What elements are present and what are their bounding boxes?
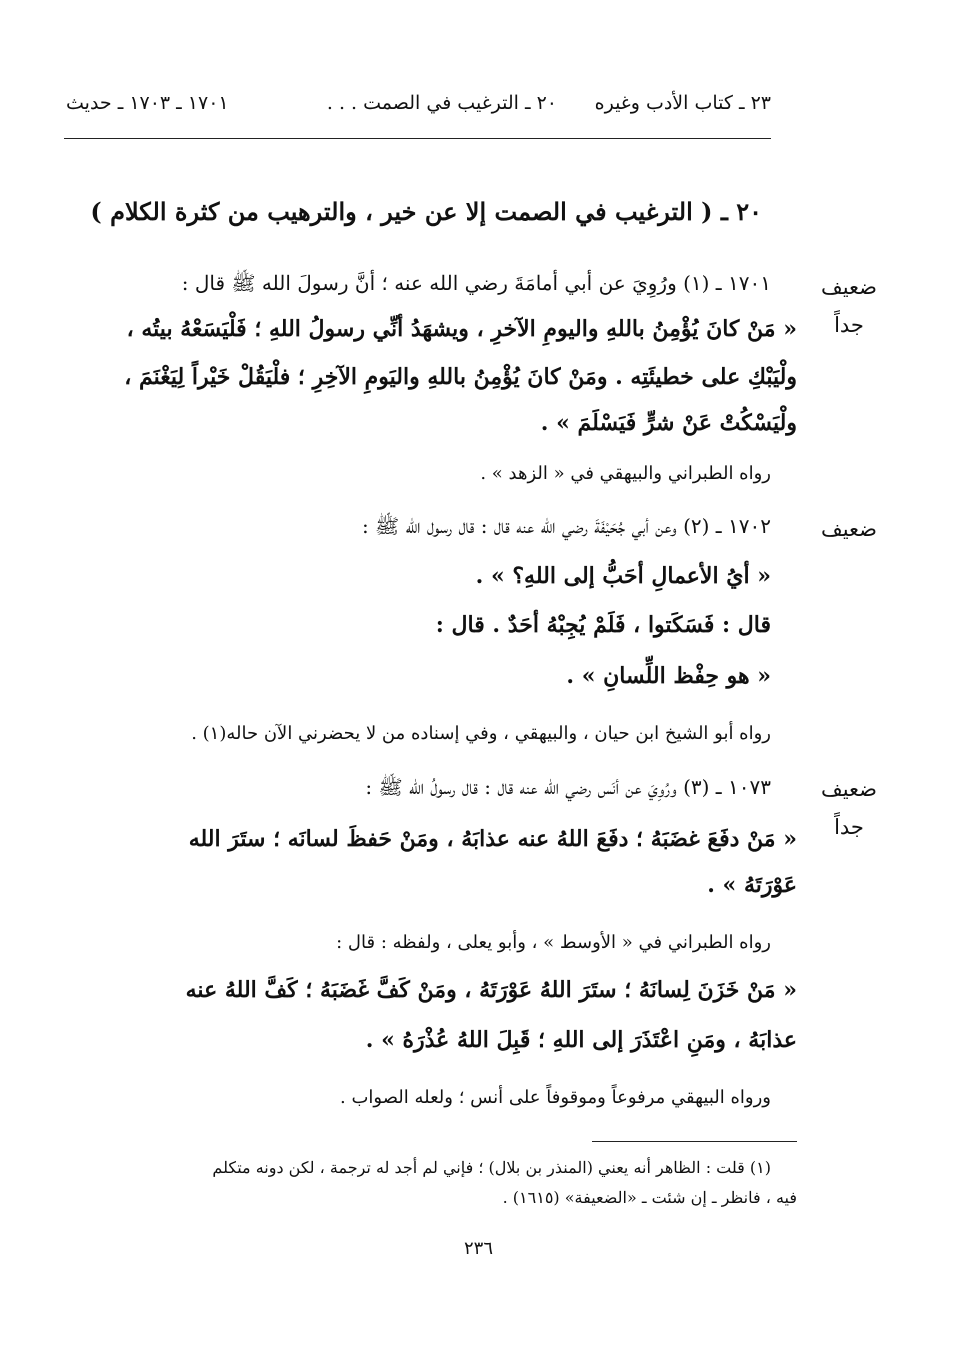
hadith-1701-text-line: ولْيَبْكِ على خطيئَتِه . ومَنْ كانَ يُؤْمِنُ باللهِ واليَومِ الآخِرِ ؛ فلْيَقُلْ خَيْراً لِيَغْنَمَ ،: [124, 364, 797, 390]
chapter-title: ٢٠ ـ ( الترغيب في الصمت إلا عن خير ، والترهيب من كثرة الكلام ): [90, 197, 762, 226]
hadith-1701-text-line: ولْيَسْكُتْ عَنْ شرٍّ فَيَسْلَمَ » .: [540, 410, 797, 436]
footnote-line: فيه ، فانظر ـ إن شئت ـ «الضعيفة» (١٦١٥) .: [502, 1188, 797, 1207]
header-rule: [64, 138, 771, 139]
running-header-book: ٢٣ ـ كتاب الأدب وغيره: [594, 92, 771, 114]
hadith-1703-source: رواه الطبراني في « الأوسط » ، وأبو يعلى ، ولفظه : قال :: [336, 932, 771, 953]
hadith-1703-source-2: ورواه البيهقي مرفوعاً وموقوفاً على أنس ؛ ولعله الصواب .: [340, 1087, 771, 1108]
hadith-1703-variant-line: عذابَهُ ، ومَنِ اعْتَذَرَ إلى اللهِ ؛ قَبِلَ اللهُ عُذْرَهُ » .: [365, 1027, 797, 1053]
running-header-chapter: ٢٠ ـ الترغيب في الصمت . . .: [326, 92, 557, 114]
hadith-1703-variant-line: « مَنْ خَزَنَ لِسانَهُ ؛ ستَرَ اللهُ عَوْرَتَهُ ، ومَنْ كَفَّ غَضَبَهُ ؛ كَفَّ اللهُ عنه: [185, 977, 797, 1003]
page-number: ٢٣٦: [463, 1238, 493, 1259]
hadith-1702-grade: [811, 510, 887, 548]
grade-label: ضعيف: [820, 777, 878, 801]
hadith-1702-text-line: « أيُ الأعمالِ أحَبُّ إلى اللهِ؟ » .: [475, 563, 771, 589]
hadith-1702-text-line: قال : فَسَكَتوا ، فَلَمْ يُجِبْهُ أحَدٌ . قال :: [435, 612, 771, 638]
grade-label: ضعيف: [820, 517, 878, 541]
hadith-1703-text-line: عَوْرَتَهُ » .: [707, 872, 797, 898]
grade-qualifier: جداً: [834, 313, 864, 337]
hadith-1703-grade: [811, 770, 887, 846]
footnote-line: (١) قلت : الظاهر أنه يعني (المنذر بن بلال) ؛ فإني لم أجد له ترجمة ، لكن دونه متكلم: [212, 1158, 771, 1177]
hadith-1703-text-line: « مَنْ دفَعَ غضَبَهُ ؛ دفَعَ اللهُ عنه عذابَهُ ، ومَنْ حَفظَ لسانَه ؛ ستَرَ الله: [188, 826, 797, 852]
hadith-1701-grade: [811, 268, 887, 344]
grade-qualifier: جداً: [834, 815, 864, 839]
hadith-1703-intro: ١٠٧٣ ـ (٣) ورُوِيَ عن أنَس رضي الله عنه قال : قال رسولُ الله ﷺ :: [365, 775, 771, 799]
hadith-1702-source: رواه أبو الشيخ ابن حيان ، والبيهقي ، وفي إسناده من لا يحضرني الآن حاله(١) .: [191, 723, 771, 744]
running-header-range: ١٧٠١ ـ ١٧٠٣ ـ حديث: [66, 92, 229, 114]
hadith-1701-source: رواه الطبراني والبيهقي في « الزهد » .: [480, 463, 771, 484]
footnote-rule: [592, 1141, 797, 1142]
grade-label: ضعيف: [820, 275, 878, 299]
hadith-1702-text-line: « هو حِفْظ اللِّسانِ » .: [566, 663, 771, 689]
hadith-1701-intro: ١٧٠١ ـ (١) ورُوِيَ عن أبي أمامَةَ رضي الله عنه ؛ أنَّ رسولَ الله ﷺ قال :: [181, 271, 771, 295]
hadith-1701-text-line: « مَنْ كانَ يُؤْمِنُ باللهِ واليومِ الآخرِ ، ويشهَدُ أنِّي رسولُ اللهِ ؛ فَلْيَسَعْهُ بيتُه ،: [126, 316, 797, 342]
hadith-1702-intro: ١٧٠٢ ـ (٢) وعن أبي جُحَيْفَةَ رضي الله عنه قال : قال رسول الله ﷺ :: [361, 514, 771, 538]
